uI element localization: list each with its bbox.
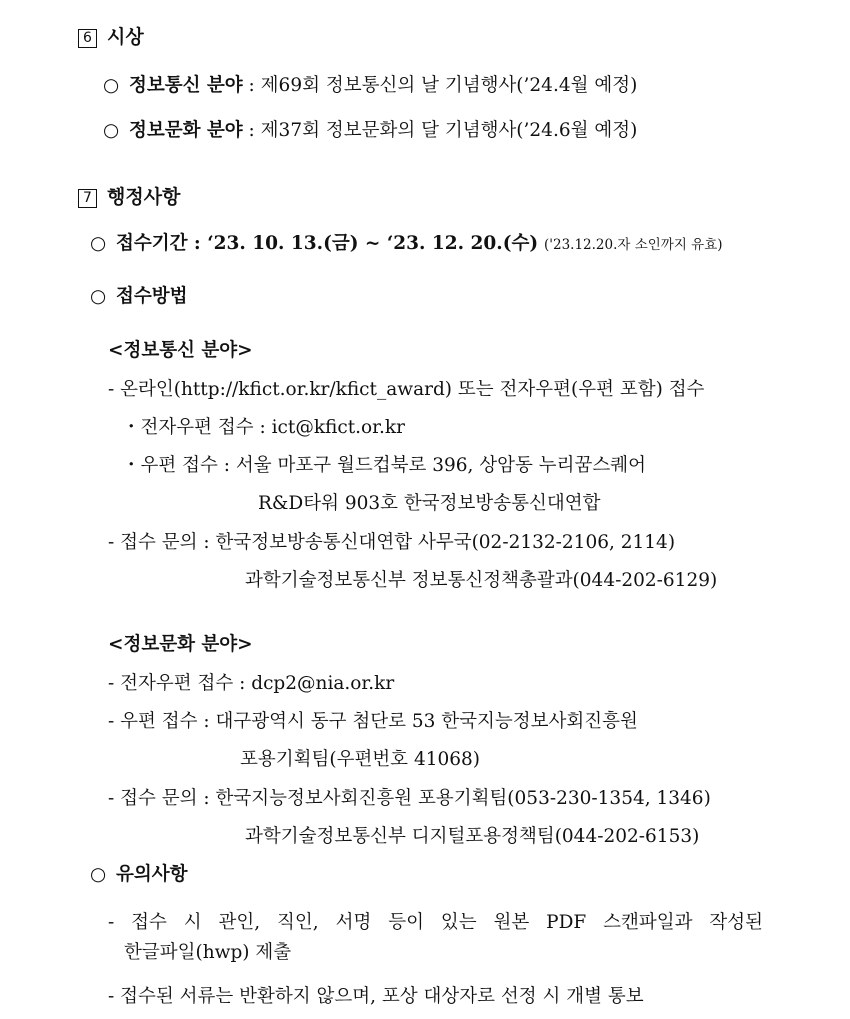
culture-post-2: 포용기획팀(우편번호 41068) bbox=[240, 749, 481, 770]
award-text: 제37회 정보문화의 달 기념행사(’24.6월 예정) bbox=[260, 120, 638, 141]
culture-email: - 전자우편 접수 : dcp2@nia.or.kr bbox=[108, 673, 395, 694]
ict-post-2: R&D타워 903호 한국정보방송통신대연합 bbox=[258, 493, 601, 514]
section-6-title: 시상 bbox=[107, 26, 144, 48]
notes-item-1a: - 접수 시 관인, 직인, 서명 등이 있는 원본 PDF 스캔파일과 작성된 bbox=[108, 912, 763, 933]
period-dates: ‘23. 10. 13.(금) ~ ‘23. 12. 20.(수) bbox=[207, 233, 539, 254]
ict-post-1: ・우편 접수 : 서울 마포구 월드컵북로 396, 상암동 누리꿈스퀘어 bbox=[122, 455, 647, 476]
bullet-circle: ○ bbox=[90, 233, 107, 254]
notes-item-1b: 한글파일(hwp) 제출 bbox=[124, 942, 292, 963]
method-label: 접수방법 bbox=[116, 286, 188, 307]
method-row bbox=[90, 284, 187, 310]
period-row: ○ 접수기간 : ‘23. 10. 13.(금) ~ ‘23. 12. 20.(수) ('23.12.20.자 소인까지 유효) bbox=[90, 231, 723, 258]
culture-inquiry-1: - 접수 문의 : 한국지능정보사회진흥원 포용기획팀(053-230-1354, 1346) bbox=[108, 788, 711, 809]
section-7-heading bbox=[78, 184, 180, 210]
ict-inquiry-2: 과학기술정보통신부 정보통신정책총괄과(044-202-6129) bbox=[245, 570, 718, 591]
bullet-circle: ○ bbox=[90, 286, 107, 307]
period-note: ('23.12.20.자 소인까지 유효) bbox=[544, 237, 723, 253]
notes-label: 유의사항 bbox=[116, 864, 188, 885]
ict-email: ・전자우편 접수 : ict@kfict.or.kr bbox=[122, 417, 405, 438]
ict-heading: <정보통신 분야> bbox=[108, 340, 253, 361]
notes-item-2: - 접수된 서류는 반환하지 않으며, 포상 대상자로 선정 시 개별 통보 bbox=[108, 986, 644, 1007]
notes-row bbox=[90, 862, 187, 888]
culture-post-1: - 우편 접수 : 대구광역시 동구 첨단로 53 한국지능정보사회진흥원 bbox=[108, 711, 638, 732]
award-item-ict: ○ 정보통신 분야 : 제69회 정보통신의 날 기념행사(’24.4월 예정) bbox=[103, 73, 637, 99]
ict-inquiry-1: - 접수 문의 : 한국정보방송통신대연합 사무국(02-2132-2106, 2114) bbox=[108, 532, 676, 553]
section-7-number: 7 bbox=[78, 189, 97, 208]
award-label: 정보문화 분야 bbox=[129, 120, 243, 141]
bullet-circle: ○ bbox=[103, 75, 120, 96]
ict-online: - 온라인(http://kfict.or.kr/kfict_award) 또는 전자우편(우편 포함) 접수 bbox=[108, 379, 705, 400]
section-6-number: 6 bbox=[78, 29, 97, 48]
award-item-culture: ○ 정보문화 분야 : 제37회 정보문화의 달 기념행사(’24.6월 예정) bbox=[103, 118, 637, 144]
award-text: 제69회 정보통신의 날 기념행사(’24.4월 예정) bbox=[260, 75, 638, 96]
bullet-circle: ○ bbox=[103, 120, 120, 141]
culture-inquiry-2: 과학기술정보통신부 디지털포용정책팀(044-202-6153) bbox=[245, 826, 700, 847]
culture-heading: <정보문화 분야> bbox=[108, 634, 253, 655]
bullet-circle: ○ bbox=[90, 864, 107, 885]
section-7-title: 행정사항 bbox=[107, 186, 181, 208]
period-label: 접수기간 bbox=[116, 233, 188, 254]
section-6-heading bbox=[78, 24, 144, 50]
award-label: 정보통신 분야 bbox=[129, 75, 243, 96]
